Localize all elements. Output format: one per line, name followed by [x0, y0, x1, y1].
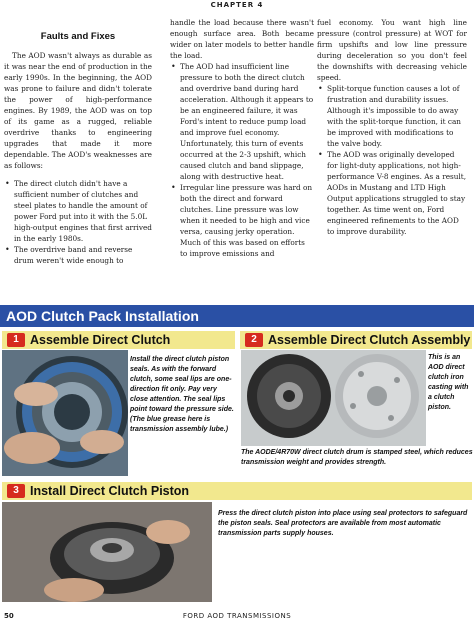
text-column-2	[170, 17, 314, 259]
weakness-list	[317, 83, 467, 237]
list-item: • Irregular line pressure was hard on both the direct and forward clutches. Line pressure was low when it needed to be high and vice versa, causing jerky operation. Much of this was based on efforts to improve emissions and	[170, 182, 314, 259]
step-number-badge: 1	[7, 333, 25, 347]
text-column-1	[4, 31, 152, 266]
page-footer	[0, 610, 474, 622]
step-2-side-caption: This is an AOD direct clutch iron casting with a clutch piston.	[428, 354, 469, 411]
weakness-list	[4, 178, 152, 266]
list-item: • The overdrive band and reverse drum weren't wide enough to	[4, 244, 152, 266]
install-piston-photo	[2, 502, 212, 602]
piston-install-illustration	[2, 502, 212, 602]
book-title: FORD AOD TRANSMISSIONS	[182, 612, 292, 620]
continued-paragraph: fuel economy. You want high line pressure (control pressure) at WOT for firm upshifts and low line pressure during deceleration so you don't feel the downshifts with decreasing vehicle speed.	[317, 18, 467, 82]
clutch-assembly-illustration	[241, 350, 426, 446]
step-1-caption: Install the direct clutch piston seals. As with the forward clutch, some seal lips are one-direction fit only. Pay very close attention. The seal lips point toward the pressure side. (The blue grease here is transmission assembly lube.)	[130, 356, 234, 433]
step-title: Assemble Direct Clutch Assembly	[268, 333, 471, 347]
list-item: • The direct clutch didn't have a sufficient number of clutches and steel plates to handle the amount of power Ford put into it with the 5.0L high-output engines that first arrived in the early 1980s.	[4, 178, 152, 244]
step-number-badge: 3	[7, 484, 25, 498]
continued-paragraph: handle the load because there wasn't enough surface area. Both became wider on later models to better handle the load.	[170, 18, 314, 60]
direct-clutch-photo	[2, 350, 128, 476]
text-column-3	[317, 17, 467, 237]
step-title: Assemble Direct Clutch	[30, 333, 171, 347]
step-2-caption: The AODE/4R70W direct clutch drum is stamped steel, which reduces transmission weight and provides strength.	[241, 449, 473, 466]
step-3-caption: Press the direct clutch piston into place using seal protectors to safeguard the piston seals. Seal protectors are available from most automatic transmission parts supply houses.	[218, 510, 468, 537]
section-title: Faults and Fixes	[40, 31, 116, 42]
page-number: 50	[4, 612, 14, 620]
intro-paragraph: The AOD wasn't always as durable as it was near the end of production in the early 1990s. In the beginning, the AOD was prone to failure and didn't tolerate the power of high-performance engines. By 1989, the AOD was on top of its game as a rugged, reliable overdrive thanks to engineering upgrades that made it more dependable. The AOD's weaknesses are as follows:	[4, 51, 152, 170]
direct-clutch-assembly-photo	[241, 350, 426, 446]
clutch-drum-illustration	[2, 350, 128, 476]
step-3-header	[2, 482, 472, 500]
step-number-badge: 2	[245, 333, 263, 347]
list-item: • The AOD was originally developed for light-duty applications, not high-performance V-8 engines. As a result, AODs in Mustang and LTD High Output applications struggled to stay together. As time went on, Ford engineered refinements to the AOD to improve durability.	[317, 149, 467, 237]
step-2-header	[240, 331, 472, 349]
section-banner: AOD Clutch Pack Installation	[0, 305, 474, 327]
weakness-list	[170, 61, 314, 259]
step-1-header	[2, 331, 235, 349]
list-item: • Split-torque function causes a lot of frustration and durability issues. Although it's impossible to do away with the split-torque function, it can be improved with modifications to the valve body.	[317, 83, 467, 149]
list-item: • The AOD had insufficient line pressure to both the direct clutch and overdrive band during hard acceleration. Although it appears to be an engineered failure, it was Ford's intent to reduce pump load and improve fuel economy. Unfortunately, this turn of events occurred at the 2-3 upshift, which caused clutch and band slippage, along with destructive heat.	[170, 61, 314, 182]
chapter-header: CHAPTER 4	[210, 1, 264, 9]
step-title: Install Direct Clutch Piston	[30, 484, 190, 498]
